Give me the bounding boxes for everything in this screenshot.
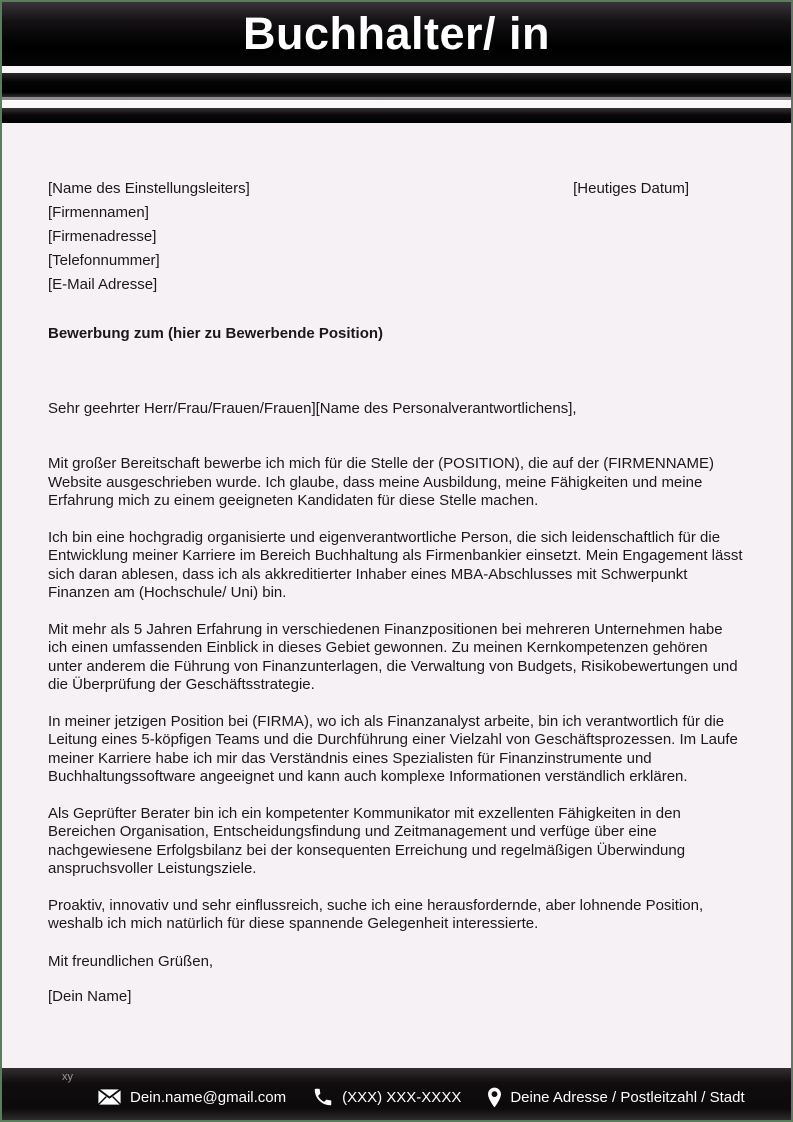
header-band xyxy=(2,2,791,66)
recipient-name-line: [Name des Einstellungsleiters] xyxy=(48,180,250,197)
footer-note: xy xyxy=(62,1071,73,1083)
recipient-address-block xyxy=(48,177,743,297)
body-paragraph: Mit mehr als 5 Jahren Erfahrung in verschiedenen Finanzpositionen bei mehreren Unternehmen habe ich einen umfassenden Einblick in dieses Gebiet gewonnen. Zu meinen Kernkompetenzen gehören unter anderem die Führung von Finanzunterlagen, die Verwaltung von Budgets, Risikobewertungen und die Überprüfung der Geschäftsstrategie. xyxy=(48,620,738,693)
location-pin-icon xyxy=(487,1087,502,1108)
page-title: Buchhalter/ in xyxy=(242,8,551,59)
recipient-address-line: [Firmenadresse] xyxy=(48,228,157,245)
body-paragraph: Mit großer Bereitschaft bewerbe ich mich für die Stelle der (POSITION), die auf der (FIRMENNAME) Website ausgeschrieben wurde. Ich glaube, dass meine Ausbildung, meine Fähigkeiten und meine Erfahrung mich zu einem geeigneten Kandidaten für diese Stelle machen. xyxy=(48,455,715,509)
footer-address-text: Deine Adresse / Postleitzahl / Stadt xyxy=(510,1088,745,1106)
body-paragraph: Als Geprüfter Berater bin ich ein kompetenter Kommunikator mit exzellenten Fähigkeiten in den Bereichen Organisation, Entscheidungsfindung und Zeitmanagement und verfüge über eine nachgewiesene Erfolgsbilanz bei der konsequenten Erreichung und regelmäßigen Überwindung anspruchsvoller Leistungsziele. xyxy=(48,804,686,877)
body-paragraph: Ich bin eine hochgradig organisierte und eigenverantwortliche Person, die sich leidenschaftlich für die Entwicklung meiner Karriere im Bereich Buchhaltung als Firmenbankier einsetzt. Mein Engagement lässt sich daran ablesen, dass ich als akkreditierter Inhaber eines MBA-Abschlusses mit Schwerpunkt Finanzen am (Hochschule/ Uni) bin. xyxy=(48,528,743,601)
footer-address-item xyxy=(487,1087,744,1108)
date-placeholder: [Heutiges Datum] xyxy=(573,180,689,197)
letter-body xyxy=(2,123,791,1007)
closing-line: Mit freundlichen Grüßen, xyxy=(48,952,214,970)
contact-footer xyxy=(2,1068,791,1120)
envelope-icon xyxy=(97,1088,122,1106)
phone-icon xyxy=(312,1086,334,1108)
recipient-company-line: [Firmennamen] xyxy=(48,204,149,221)
decorative-stripe-black-bottom xyxy=(2,108,791,123)
recipient-email-line: [E-Mail Adresse] xyxy=(48,276,158,293)
footer-email-item xyxy=(97,1088,286,1106)
footer-phone-item xyxy=(312,1086,461,1108)
body-paragraph: In meiner jetzigen Position bei (FIRMA), wo ich als Finanzanalyst arbeite, bin ich verantwortlich für die Leitung eines 5-köpfigen Teams und die Durchführung einer Vielzahl von Geschäftsprozessen. Im Laufe meiner Karriere habe ich mir das Verständnis eines Spezialisten für Finanzinstrumente und Buchhaltungssoftware angeeignet und kann auch komplexe Informationen verständlich erklären. xyxy=(48,712,738,785)
footer-contact-items xyxy=(97,1068,745,1120)
signature-placeholder: [Dein Name] xyxy=(48,988,132,1005)
decorative-stripe-black-top xyxy=(2,73,791,97)
footer-email-text: Dein.name@gmail.com xyxy=(130,1088,287,1106)
decorative-stripe-white xyxy=(2,66,791,73)
decorative-stripe-gray-white xyxy=(2,97,791,108)
subject-line: Bewerbung zum (hier zu Bewerbende Position) xyxy=(48,325,384,342)
salutation-line: Sehr geehrter Herr/Frau/Frauen/Frauen][Name des Personalverantwortlichens], xyxy=(48,399,577,417)
body-paragraph: Proaktiv, innovativ und sehr einflussreich, suche ich eine herausfordernde, aber lohnende Position, weshalb ich mich natürlich für diese spannende Gelegenheit interessierte. xyxy=(48,896,704,932)
recipient-phone-line: [Telefonnummer] xyxy=(48,252,160,269)
recipient-and-date-row xyxy=(48,177,743,201)
footer-phone-text: (XXX) XXX-XXXX xyxy=(342,1088,462,1106)
